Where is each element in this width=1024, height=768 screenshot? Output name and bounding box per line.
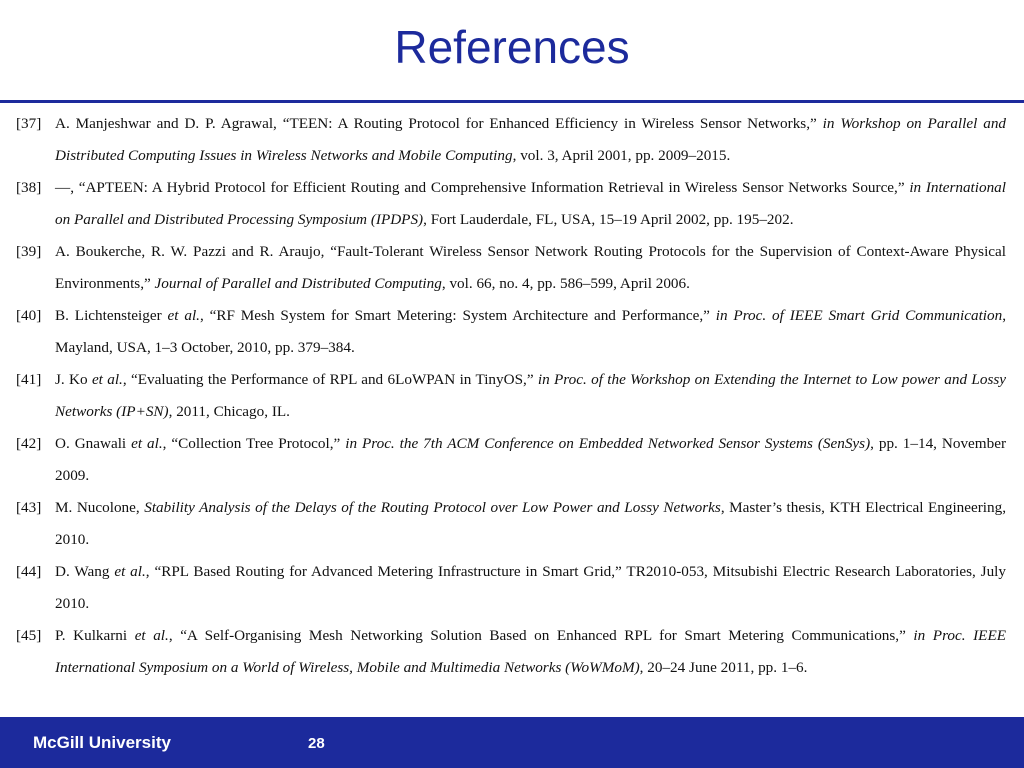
page-number: 28	[308, 735, 325, 752]
reference-number: [43]	[16, 499, 42, 516]
reference-number: [45]	[16, 627, 42, 644]
reference-item-43	[16, 492, 1006, 556]
reference-number: [41]	[16, 371, 42, 388]
reference-item-41	[16, 364, 1006, 428]
reference-number: [37]	[16, 115, 42, 132]
reference-text: B. Lichtensteiger et al., “RF Mesh System for Smart Metering: System Architecture and Performance,” in Proc. of IEEE Smart Grid Communication, Mayland, USA, 1–3 October, 2010, pp. 379–384.	[55, 307, 1006, 356]
page-title: References	[394, 21, 630, 73]
footer-institution: McGill University	[33, 733, 171, 752]
reference-item-37	[16, 108, 1006, 172]
title-divider	[0, 100, 1024, 103]
reference-item-45	[16, 620, 1006, 684]
reference-item-38	[16, 172, 1006, 236]
reference-number: [44]	[16, 563, 42, 580]
reference-text: —, “APTEEN: A Hybrid Protocol for Efficient Routing and Comprehensive Information Retrieval in Wireless Sensor Networks Source,” in International on Parallel and Distributed Processing Symposium (IPDPS), Fort Lauderdale, FL, USA, 15–19 April 2002, pp. 195–202.	[55, 179, 1006, 228]
reference-list	[16, 108, 1006, 684]
reference-number: [38]	[16, 179, 42, 196]
reference-number: [42]	[16, 435, 42, 452]
reference-item-40	[16, 300, 1006, 364]
reference-text: A. Manjeshwar and D. P. Agrawal, “TEEN: A Routing Protocol for Enhanced Efficiency in Wireless Sensor Networks,” in Workshop on Parallel and Distributed Computing Issues in Wireless Networks and Mobile Computing, vol. 3, April 2001, pp. 2009–2015.	[55, 115, 1007, 164]
reference-number: [40]	[16, 307, 42, 324]
reference-item-39	[16, 236, 1006, 300]
reference-text: M. Nucolone, Stability Analysis of the Delays of the Routing Protocol over Low Power and Lossy Networks, Master’s thesis, KTH Electrical Engineering, 2010.	[55, 499, 1006, 548]
footer-bar	[0, 717, 1024, 768]
reference-text: A. Boukerche, R. W. Pazzi and R. Araujo, “Fault-Tolerant Wireless Sensor Network Routing Protocols for the Supervision of Context-Aware Physical Environments,” Journal of Parallel and Distributed Computing, vol. 66, no. 4, pp. 586–599, April 2006.	[55, 243, 1006, 292]
reference-number: [39]	[16, 243, 42, 260]
reference-item-42	[16, 428, 1006, 492]
reference-text: J. Ko et al., “Evaluating the Performance of RPL and 6LoWPAN in TinyOS,” in Proc. of the Workshop on Extending the Internet to Low power and Lossy Networks (IP+SN), 2011, Chicago, IL.	[55, 371, 1007, 420]
reference-text: O. Gnawali et al., “Collection Tree Protocol,” in Proc. the 7th ACM Conference on Embedded Networked Sensor Systems (SenSys), pp. 1–14, November 2009.	[55, 435, 1007, 484]
reference-text: D. Wang et al., “RPL Based Routing for Advanced Metering Infrastructure in Smart Grid,” TR2010-053, Mitsubishi Electric Research Laboratories, July 2010.	[55, 563, 1006, 612]
reference-text: P. Kulkarni et al., “A Self-Organising Mesh Networking Solution Based on Enhanced RPL for Smart Metering Communications,” in Proc. IEEE International Symposium on a World of Wireless, Mobile and Multimedia Networks (WoWMoM), 20–24 June 2011, pp. 1–6.	[55, 627, 1006, 676]
reference-item-44	[16, 556, 1006, 620]
